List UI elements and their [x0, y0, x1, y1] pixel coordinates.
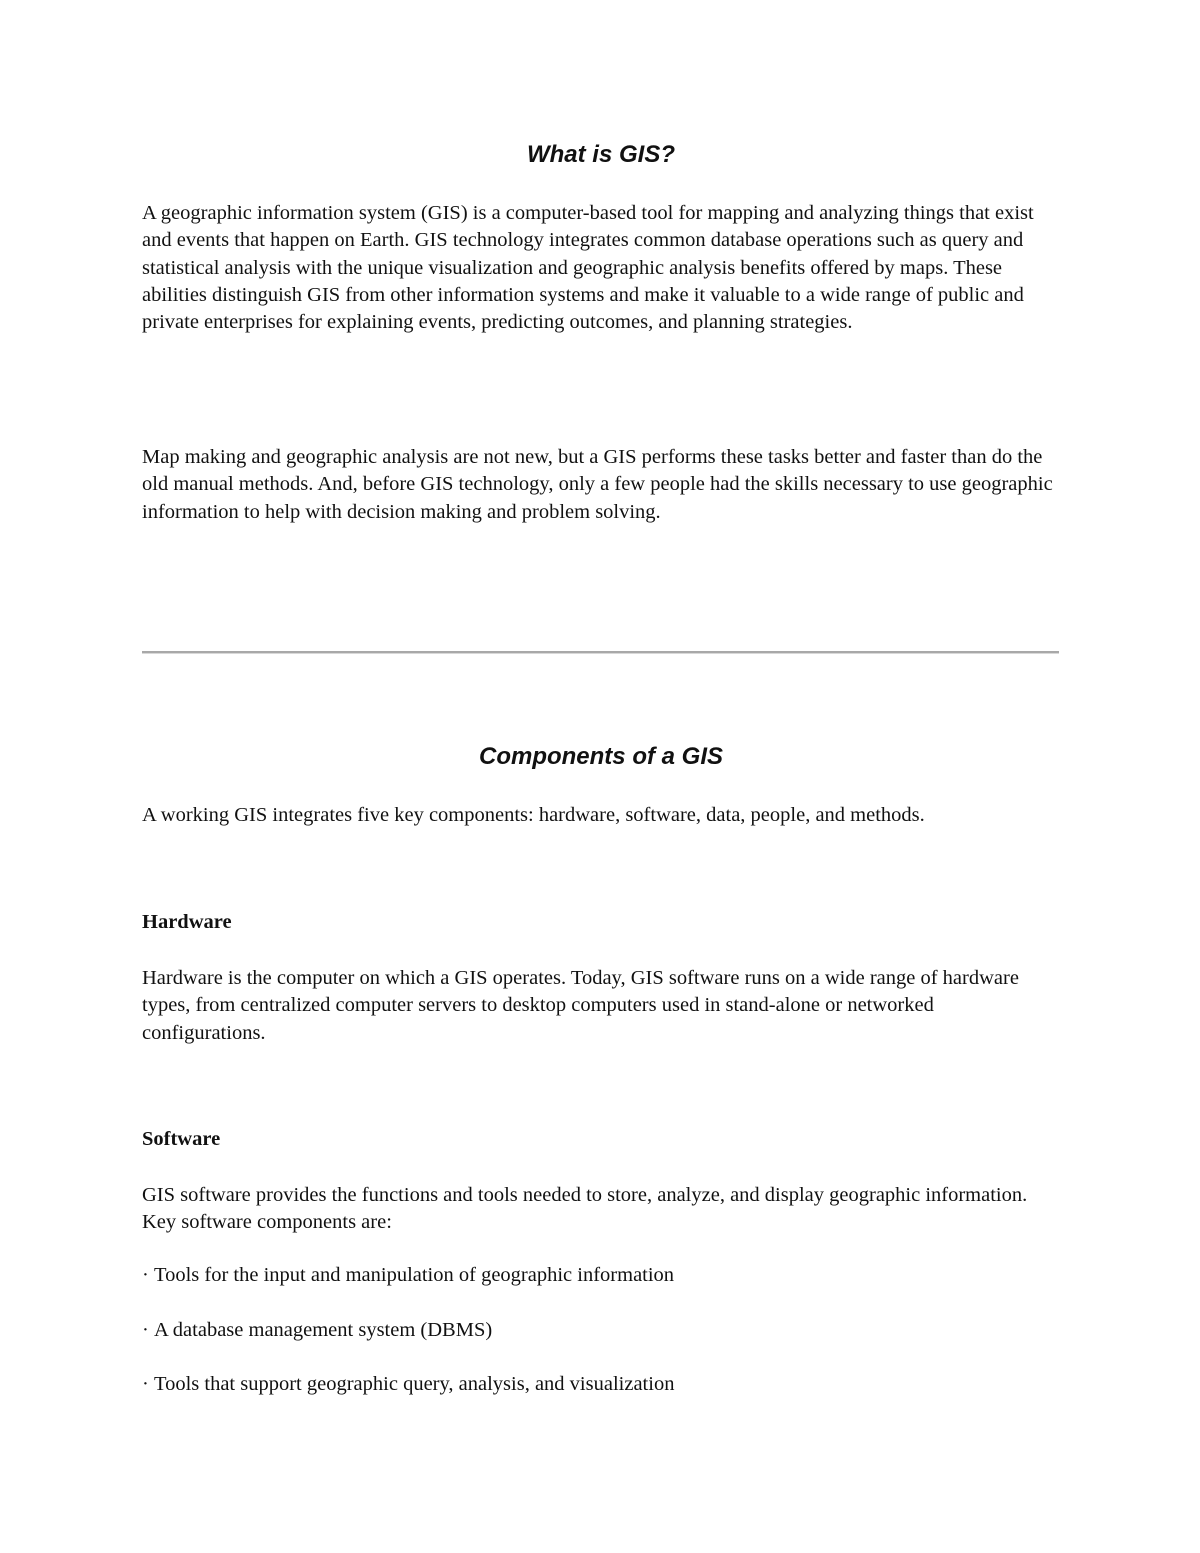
hardware-paragraph: Hardware is the computer on which a GIS operates. Today, GIS software runs on a wide range of hardware types, from centralized computer servers to desktop computers used in stand-alone or networked configurations.	[142, 967, 1019, 1044]
list-item-text: A database management system (DBMS)	[154, 1319, 493, 1341]
horizontal-divider	[142, 651, 1059, 654]
components-intro-paragraph: A working GIS integrates five key components: hardware, software, data, people, and methods.	[142, 804, 925, 826]
section-title-components: Components of a GIS	[478, 743, 723, 770]
bullet-icon: ·	[142, 1264, 149, 1286]
bullet-icon: ·	[142, 1319, 149, 1341]
list-item	[142, 1373, 674, 1396]
list-item-text: Tools that support geographic query, analysis, and visualization	[154, 1373, 675, 1395]
software-heading: Software	[142, 1128, 221, 1150]
list-item	[142, 1319, 492, 1342]
list-item	[142, 1264, 674, 1287]
section-title-what-is-gis: What is GIS?	[526, 141, 675, 168]
history-paragraph: Map making and geographic analysis are not new, but a GIS performs these tasks better and faster than do the old manual methods. And, before GIS technology, only a few people had the skills necessary to use geographic information to help with decision making and problem solving.	[142, 446, 1053, 523]
software-paragraph: GIS software provides the functions and tools needed to store, analyze, and display geographic information. Key software components are:	[142, 1184, 1028, 1234]
bullet-icon: ·	[142, 1373, 149, 1395]
hardware-heading: Hardware	[142, 911, 232, 933]
intro-paragraph: A geographic information system (GIS) is a computer-based tool for mapping and analyzing things that exist and events that happen on Earth. GIS technology integrates common database operations such as query and statistical analysis with the unique visualization and geographic analysis benefits offered by maps. These abilities distinguish GIS from other information systems and make it valuable to a wide range of public and private enterprises for explaining events, predicting outcomes, and planning strategies.	[142, 202, 1034, 334]
list-item-text: Tools for the input and manipulation of geographic information	[154, 1264, 675, 1286]
